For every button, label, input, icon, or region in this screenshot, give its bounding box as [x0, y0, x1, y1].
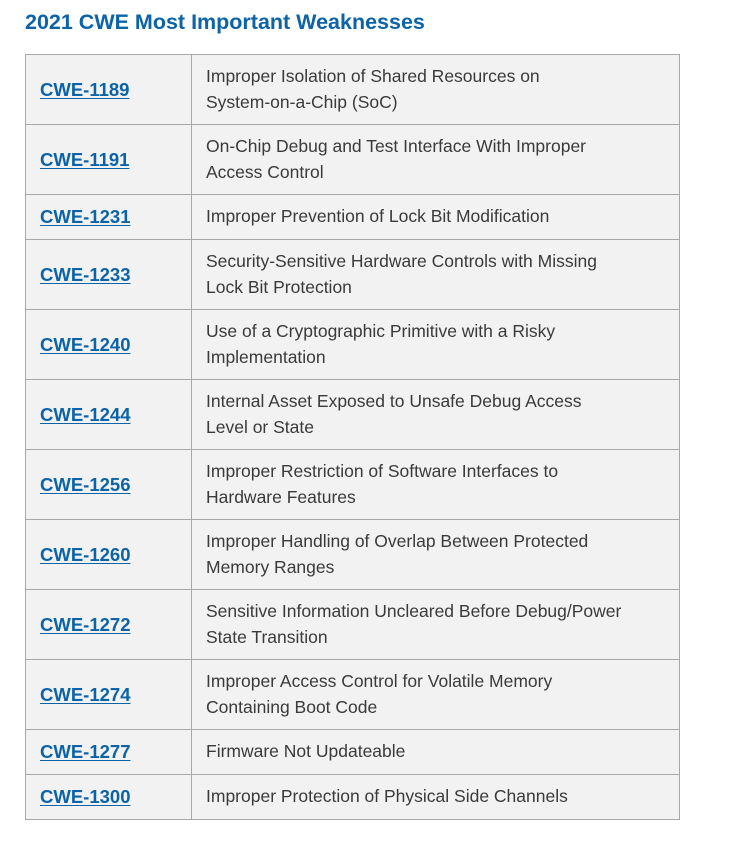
table-row [26, 775, 680, 820]
cwe-description-cell [192, 125, 680, 195]
cwe-description-cell [192, 195, 680, 240]
cwe-description-line: Improper Prevention of Lock Bit Modification [206, 206, 550, 227]
table-row [26, 590, 680, 660]
table-row [26, 310, 680, 380]
cwe-link-cwe-1277[interactable]: CWE-1277 [40, 741, 131, 762]
cwe-description-line: Firmware Not Updateable [206, 741, 406, 762]
cwe-description-cell [192, 730, 680, 775]
cwe-description-line: Improper Handling of Overlap Between Protected [206, 531, 589, 551]
cwe-description-line: Security-Sensitive Hardware Controls with Missing [206, 251, 597, 271]
cwe-id-cell [26, 450, 192, 520]
cwe-description-cell [192, 450, 680, 520]
cwe-description-line: Hardware Features [206, 486, 356, 507]
cwe-description-line: System-on-a-Chip (SoC) [206, 91, 398, 112]
cwe-table-body [26, 55, 680, 820]
cwe-description-line: Containing Boot Code [206, 696, 378, 717]
cwe-id-cell [26, 775, 192, 820]
cwe-description-cell [192, 660, 680, 730]
cwe-description-line: Lock Bit Protection [206, 276, 352, 297]
cwe-link-cwe-1260[interactable]: CWE-1260 [40, 543, 131, 565]
cwe-id-cell [26, 660, 192, 730]
cwe-id-cell [26, 310, 192, 380]
cwe-description-cell [192, 520, 680, 590]
table-row [26, 240, 680, 310]
table-row [26, 660, 680, 730]
cwe-id-cell [26, 590, 192, 660]
table-row [26, 450, 680, 520]
table-row [26, 730, 680, 775]
cwe-description-line: Level or State [206, 416, 314, 437]
cwe-id-cell [26, 125, 192, 195]
cwe-link-cwe-1189[interactable]: CWE-1189 [40, 78, 130, 100]
cwe-table [25, 54, 680, 820]
table-row [26, 520, 680, 590]
cwe-description-cell [192, 775, 680, 820]
cwe-description-line: On-Chip Debug and Test Interface With Improper [206, 136, 587, 156]
cwe-link-cwe-1256[interactable]: CWE-1256 [40, 473, 131, 495]
cwe-link-cwe-1240[interactable]: CWE-1240 [40, 333, 131, 355]
cwe-description-line: Implementation [206, 346, 326, 367]
table-row [26, 125, 680, 195]
cwe-link-cwe-1274[interactable]: CWE-1274 [40, 683, 131, 705]
cwe-description-cell [192, 380, 680, 450]
cwe-id-cell [26, 195, 192, 240]
cwe-description-cell [192, 55, 680, 125]
cwe-id-cell [26, 55, 192, 125]
cwe-link-cwe-1231[interactable]: CWE-1231 [40, 206, 131, 227]
cwe-id-cell [26, 240, 192, 310]
cwe-description-line: Memory Ranges [206, 556, 335, 577]
cwe-description-cell [192, 590, 680, 660]
cwe-link-cwe-1233[interactable]: CWE-1233 [40, 263, 131, 285]
table-row [26, 380, 680, 450]
cwe-link-cwe-1191[interactable]: CWE-1191 [40, 148, 130, 170]
cwe-id-cell [26, 520, 192, 590]
table-row [26, 55, 680, 125]
cwe-description-line: Use of a Cryptographic Primitive with a Risky [206, 321, 556, 341]
cwe-id-cell [26, 730, 192, 775]
cwe-link-cwe-1244[interactable]: CWE-1244 [40, 403, 131, 425]
cwe-description-line: State Transition [206, 626, 328, 647]
cwe-description-cell [192, 310, 680, 380]
cwe-link-cwe-1300[interactable]: CWE-1300 [40, 786, 131, 807]
cwe-description-line: Improper Isolation of Shared Resources on [206, 66, 540, 86]
cwe-description-cell [192, 240, 680, 310]
cwe-description-line: Sensitive Information Uncleared Before Debug/Power [206, 601, 622, 621]
cwe-link-cwe-1272[interactable]: CWE-1272 [40, 613, 131, 635]
page-title: 2021 CWE Most Important Weaknesses [25, 10, 425, 34]
cwe-description-line: Improper Protection of Physical Side Channels [206, 786, 568, 807]
cwe-description-line: Internal Asset Exposed to Unsafe Debug Access [206, 391, 582, 411]
cwe-description-line: Improper Restriction of Software Interfaces to [206, 461, 559, 481]
cwe-description-line: Access Control [206, 161, 324, 182]
table-row [26, 195, 680, 240]
cwe-description-line: Improper Access Control for Volatile Memory [206, 671, 553, 691]
cwe-id-cell [26, 380, 192, 450]
